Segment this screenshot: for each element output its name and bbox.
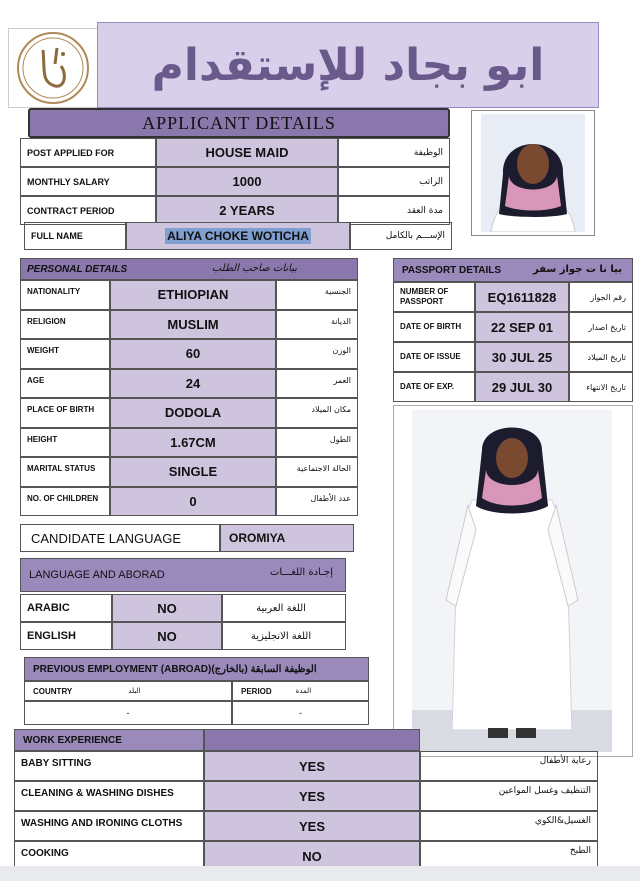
personal-details-header — [20, 258, 358, 280]
work-label-ar: التنظيف وغسل المواعين — [420, 781, 598, 811]
passport-label: DATE OF EXP. — [393, 372, 475, 402]
passport-value: 22 SEP 01 — [475, 312, 569, 342]
language-label-ar: اللغة الانجليزية — [222, 622, 346, 650]
work-label: BABY SITTING — [14, 751, 204, 781]
logo — [8, 28, 98, 108]
country-label-ar: البلد — [128, 687, 141, 695]
work-value: YES — [204, 811, 420, 841]
passport-label: DATE OF BIRTH — [393, 312, 475, 342]
salary-value: 1000 — [156, 167, 338, 196]
language-label-ar: اللغة العربية — [222, 594, 346, 622]
work-experience-header — [14, 729, 204, 751]
personal-label: AGE — [20, 369, 110, 399]
full-body-image — [412, 410, 612, 752]
contract-ar: مدة العقد — [338, 196, 450, 225]
passport-details-title: PASSPORT DETAILS — [402, 265, 502, 276]
language-value: NO — [112, 622, 222, 650]
work-experience-section — [14, 729, 612, 869]
personal-value: MUSLIM — [110, 310, 276, 340]
work-value: YES — [204, 751, 420, 781]
top-details-table — [20, 138, 450, 225]
work-label: CLEANING & WASHING DISHES — [14, 781, 204, 811]
passport-label-ar: رقم الجواز — [569, 282, 633, 312]
work-label-ar: الطبخ — [420, 841, 598, 871]
period-value: - — [232, 701, 369, 725]
work-label-ar: رعاية الأطفال — [420, 751, 598, 781]
passport-label-ar: تاريخ اصدار — [569, 312, 633, 342]
passport-details-section — [393, 258, 633, 406]
applicant-details-title: APPLICANT DETAILS — [142, 112, 336, 133]
applicant-portrait-photo — [471, 110, 595, 236]
language-header-title: LANGUAGE AND ABORAD — [29, 569, 165, 581]
language-value: NO — [112, 594, 222, 622]
candidate-language-value: OROMIYA — [220, 524, 354, 552]
bottom-edge — [0, 866, 640, 881]
personal-label: MARITAL STATUS — [20, 457, 110, 487]
passport-value: 30 JUL 25 — [475, 342, 569, 372]
personal-label: NO. OF CHILDREN — [20, 487, 110, 517]
country-label: COUNTRY — [33, 686, 73, 696]
full-name-label: FULL NAME — [24, 222, 126, 250]
salary-ar: الراتب — [338, 167, 450, 196]
personal-label-ar: مكان الميلاد — [276, 398, 358, 428]
full-name-row — [24, 222, 452, 250]
passport-details-title-ar: بيا نا ت جواز سفر — [533, 264, 622, 275]
logo-emblem-icon — [15, 30, 91, 106]
work-label: WASHING AND IRONING CLOTHS — [14, 811, 204, 841]
personal-label-ar: الوزن — [276, 339, 358, 369]
post-applied-ar: الوظيفة — [338, 138, 450, 167]
post-applied-label: POST APPLIED FOR — [20, 138, 156, 167]
work-value: YES — [204, 781, 420, 811]
passport-label-ar: تاريخ الميلاد — [569, 342, 633, 372]
personal-label-ar: الطول — [276, 428, 358, 458]
applicant-details-header — [28, 108, 450, 138]
personal-label-ar: الجنسية — [276, 280, 358, 310]
contract-value: 2 YEARS — [156, 196, 338, 225]
personal-label: NATIONALITY — [20, 280, 110, 310]
agency-title: ابو بجاد للإستقدام — [151, 39, 545, 91]
passport-label: NUMBER OF PASSPORT — [393, 282, 475, 312]
personal-value: 24 — [110, 369, 276, 399]
portrait-image — [481, 114, 585, 232]
personal-label-ar: عدد الأطفال — [276, 487, 358, 517]
personal-value: SINGLE — [110, 457, 276, 487]
salary-label: MONTHLY SALARY — [20, 167, 156, 196]
post-applied-value: HOUSE MAID — [156, 138, 338, 167]
language-label: ARABIC — [20, 594, 112, 622]
contract-label: CONTRACT PERIOD — [20, 196, 156, 225]
applicant-full-body-photo — [393, 405, 633, 757]
work-label-ar: الغسيل&الكوي — [420, 811, 598, 841]
previous-employment-section — [24, 657, 369, 725]
language-header-title-ar: إجـادة اللغـــات — [269, 567, 333, 578]
personal-label-ar: الديانة — [276, 310, 358, 340]
previous-employment-title: PREVIOUS EMPLOYMENT (ABROAD)(الوظيفة السابقة (بالخارج — [33, 663, 317, 675]
passport-value: 29 JUL 30 — [475, 372, 569, 402]
personal-label-ar: الحالة الاجتماعية — [276, 457, 358, 487]
personal-details-section — [20, 258, 358, 518]
language-section — [20, 558, 346, 650]
passport-label: DATE OF ISSUE — [393, 342, 475, 372]
passport-details-header — [393, 258, 633, 282]
passport-value: EQ1611828 — [475, 282, 569, 312]
candidate-language-row — [20, 524, 354, 552]
personal-details-title: PERSONAL DETAILS — [27, 264, 128, 275]
period-header-cell — [232, 681, 369, 701]
work-label: COOKING — [14, 841, 204, 871]
previous-employment-header — [24, 657, 369, 681]
language-label: ENGLISH — [20, 622, 112, 650]
personal-value: 0 — [110, 487, 276, 517]
personal-value: DODOLA — [110, 398, 276, 428]
work-experience-title: WORK EXPERIENCE — [23, 734, 122, 746]
full-name-value-cell — [126, 222, 350, 250]
candidate-language-label: CANDIDATE LANGUAGE — [20, 524, 220, 552]
personal-value: ETHIOPIAN — [110, 280, 276, 310]
country-header-cell — [24, 681, 232, 701]
personal-value: 60 — [110, 339, 276, 369]
agency-title-banner — [97, 22, 599, 108]
personal-value: 1.67CM — [110, 428, 276, 458]
work-experience-header-fill — [204, 729, 420, 751]
language-header — [20, 558, 346, 592]
personal-label: HEIGHT — [20, 428, 110, 458]
period-label: PERIOD — [241, 686, 272, 696]
country-value: - — [24, 701, 232, 725]
personal-label-ar: العمر — [276, 369, 358, 399]
personal-label: PLACE OF BIRTH — [20, 398, 110, 428]
personal-details-title-ar: بيانات صاحب الطلب — [211, 263, 297, 274]
period-label-ar: المدة — [295, 687, 312, 695]
passport-label-ar: تاريخ الانتهاء — [569, 372, 633, 402]
personal-label: WEIGHT — [20, 339, 110, 369]
work-value: NO — [204, 841, 420, 871]
full-name-value: ALIYA CHOKE WOTICHA — [167, 229, 309, 243]
full-name-ar: الإســـم بالكامل — [350, 222, 452, 250]
personal-label: RELIGION — [20, 310, 110, 340]
